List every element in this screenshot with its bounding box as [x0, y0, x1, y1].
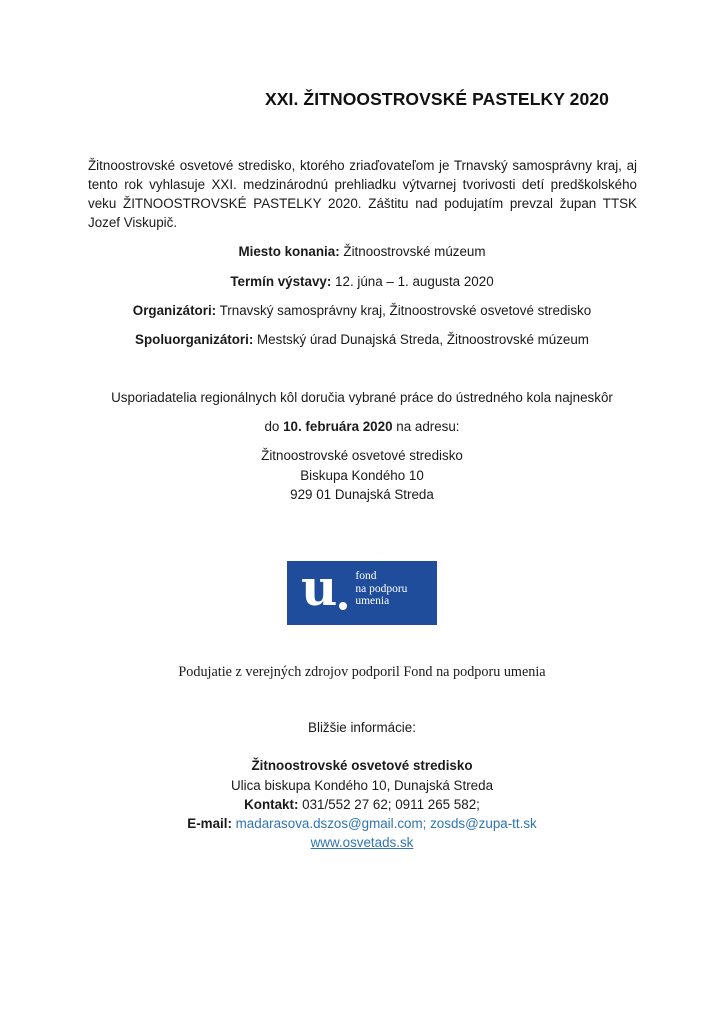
contact-phone — [0, 797, 724, 812]
logo-text-line: na podporu — [355, 582, 408, 595]
detail-label: Termín výstavy: — [230, 274, 332, 289]
intro-paragraph: Žitnoostrovské osvetové stredisko, ktorého zriaďovateľom je Trnavský samosprávny kraj, aj tento rok vyhlasuje XXI. medzinárodnú prehliadku výtvarnej tvorivosti detí predškolského veku ŽITNOOSTROVSKÉ PASTELKY 2020. Záštitu nad podujatím prevzal župan TTSK Jozef Viskupič. — [88, 158, 637, 230]
logo-text-line: fond — [355, 570, 377, 583]
contact-org-name: Žitnoostrovské osvetové stredisko — [251, 758, 473, 773]
address-line: Žitnoostrovské osvetové stredisko — [261, 448, 463, 463]
email-label: E-mail: — [187, 816, 232, 831]
detail-label: Miesto konania: — [238, 244, 340, 259]
email-separator: ; — [422, 816, 431, 831]
logo-dot-icon — [339, 602, 347, 610]
detail-coorganizers — [0, 332, 724, 347]
detail-value: Trnavský samosprávny kraj, Žitnoostrovské osvetové stredisko — [216, 303, 592, 318]
website-line — [0, 835, 724, 850]
detail-value: 12. júna – 1. augusta 2020 — [331, 274, 494, 289]
logo-letter: u — [301, 558, 338, 617]
fond-na-podporu-umenia-logo — [287, 558, 437, 625]
email-link-2[interactable]: zosds@zupa-tt.sk — [430, 816, 537, 831]
detail-value: Žitnoostrovské múzeum — [339, 244, 486, 259]
deadline-date: 10. februára 2020 — [283, 419, 393, 434]
logo-text — [355, 570, 407, 608]
logo-text-line: umenia — [355, 595, 390, 608]
contact-phones: 031/552 27 62; 0911 265 582; — [298, 797, 480, 812]
detail-label: Organizátori: — [132, 303, 217, 318]
website-link[interactable]: www.osvetads.sk — [310, 835, 414, 850]
submission-line: Usporiadatelia regionálnych kôl doručia vybrané práce do ústredného kola najneskôr — [111, 390, 613, 405]
deadline-prefix: do — [264, 419, 284, 434]
detail-dates — [0, 274, 724, 289]
detail-organizers — [0, 303, 724, 318]
contact-email — [0, 816, 724, 831]
page-title: XXI. ŽITNOOSTROVSKÉ PASTELKY 2020 — [265, 89, 609, 109]
more-info-heading: Bližšie informácie: — [308, 720, 416, 735]
deadline-suffix: na adresu: — [392, 419, 460, 434]
submission-deadline — [0, 419, 724, 434]
address-line: 929 01 Dunajská Streda — [290, 487, 434, 502]
support-statement: Podujatie z verejných zdrojov podporil Fond na podporu umenia — [178, 664, 546, 680]
submission-address — [0, 446, 724, 505]
detail-label: Spoluorganizátori: — [135, 332, 254, 347]
contact-street: Ulica biskupa Kondého 10, Dunajská Streda — [230, 778, 494, 793]
detail-value: Mestský úrad Dunajská Streda, Žitnoostrovské múzeum — [253, 332, 589, 347]
address-line: Biskupa Kondého 10 — [300, 467, 424, 483]
email-link-1[interactable]: madarasova.dszos@gmail.com — [235, 816, 423, 831]
detail-venue — [0, 244, 724, 259]
contact-label: Kontakt: — [244, 797, 299, 812]
